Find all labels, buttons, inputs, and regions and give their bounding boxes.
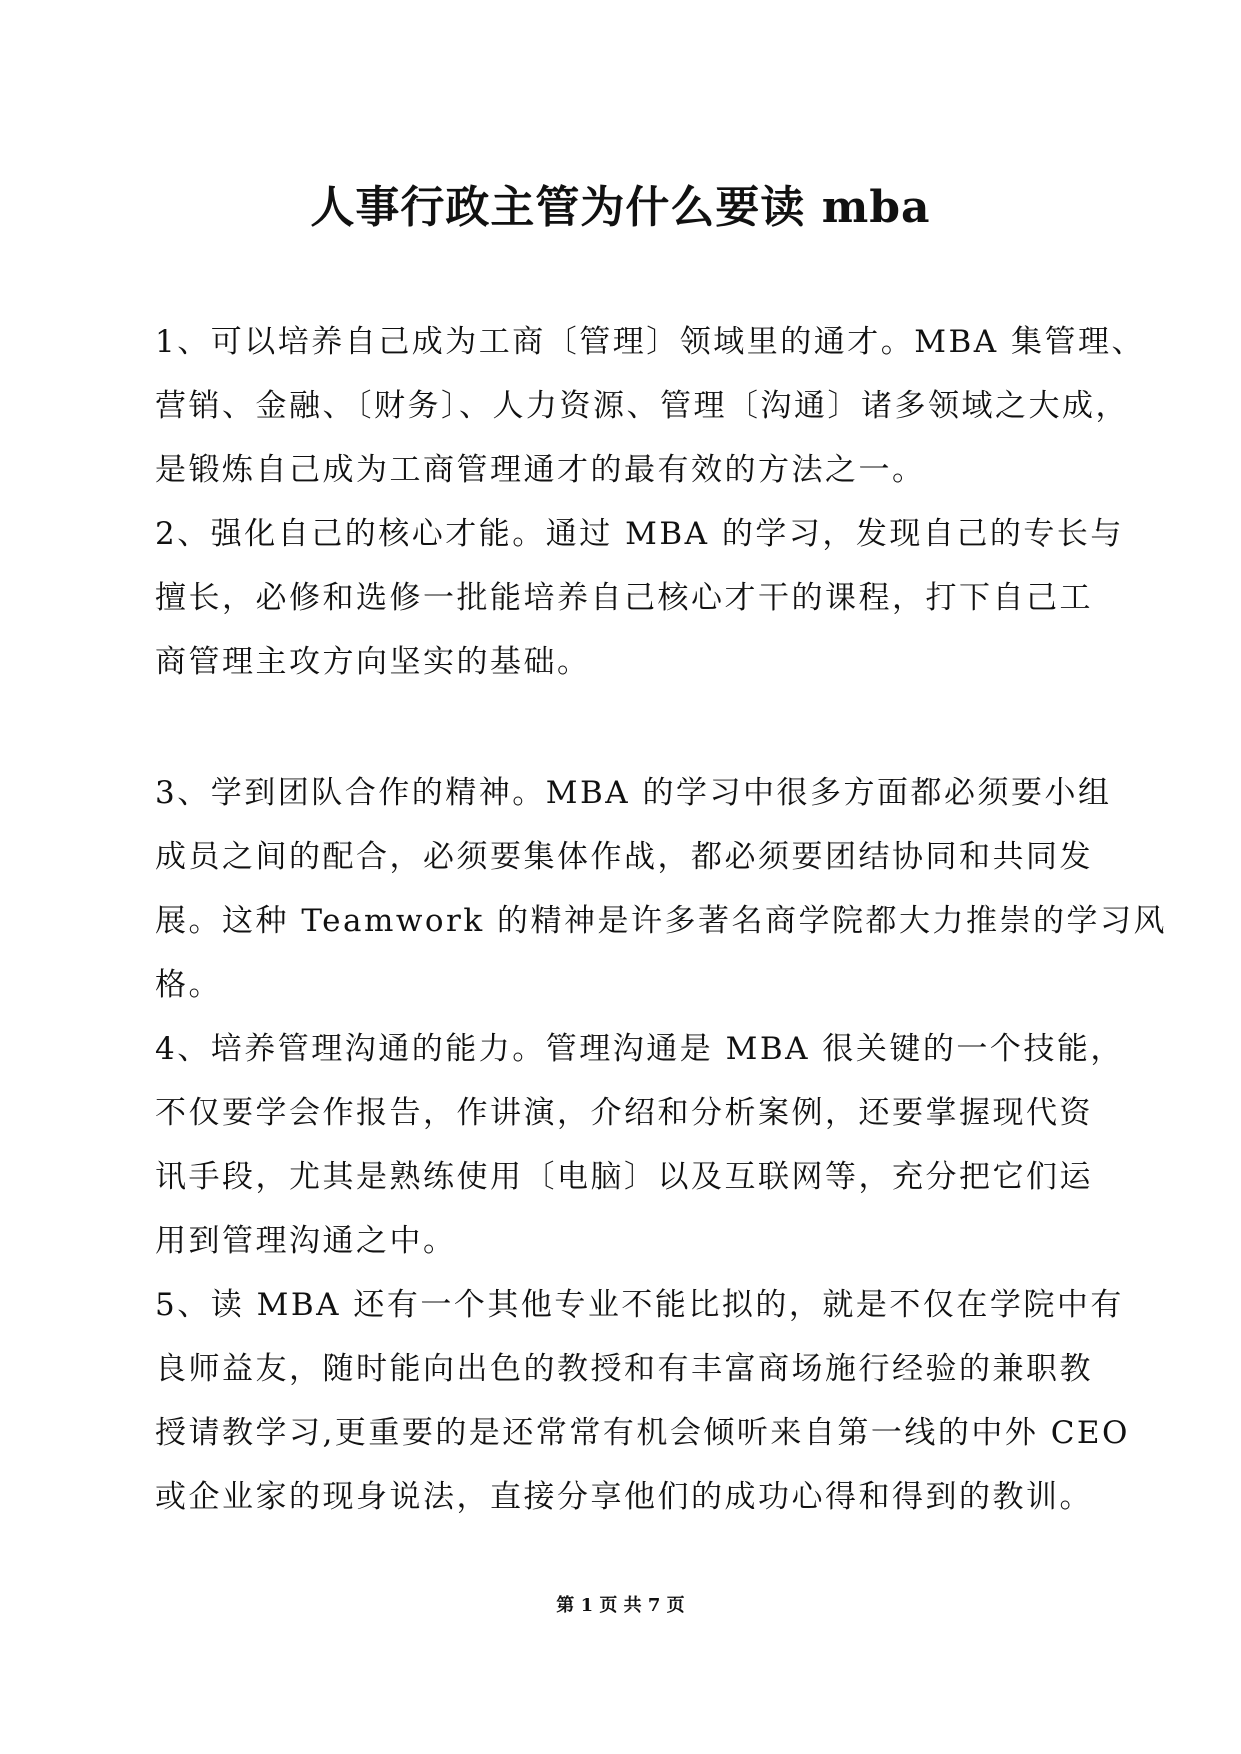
text-line: 用到管理沟通之中。	[155, 1223, 457, 1259]
text-line: 3、学到团队合作的精神。MBA 的学习中很多方面都必须要小组	[155, 775, 1112, 811]
text-line: 不仅要学会作报告，作讲演，介绍和分析案例，还要掌握现代资	[155, 1095, 1093, 1131]
text-line: 良师益友，随时能向出色的教授和有丰富商场施行经验的兼职教	[155, 1351, 1093, 1387]
text-line: 商管理主攻方向坚实的基础。	[155, 644, 591, 680]
text-line: 擅长，必修和选修一批能培养自己核心才干的课程，打下自己工	[155, 580, 1093, 616]
text-line: 营销、金融、〔财务〕、人力资源、管理〔沟通〕诸多领域之大成，	[155, 388, 1129, 424]
text-line: 2、强化自己的核心才能。通过 MBA 的学习，发现自己的专长与	[155, 516, 1124, 552]
document-title: 人事行政主管为什么要读 mba	[310, 182, 931, 233]
page-footer: 第 1 页 共 7 页	[556, 1595, 685, 1616]
text-line: 讯手段，尤其是熟练使用〔电脑〕以及互联网等，充分把它们运	[155, 1159, 1093, 1195]
text-line: 授请教学习,更重要的是还常常有机会倾听来自第一线的中外 CEO	[155, 1415, 1130, 1451]
text-line: 格。	[155, 967, 222, 1003]
text-line: 或企业家的现身说法，直接分享他们的成功心得和得到的教训。	[155, 1479, 1093, 1515]
text-line: 成员之间的配合，必须要集体作战，都必须要团结协同和共同发	[155, 839, 1093, 875]
text-line: 5、读 MBA 还有一个其他专业不能比拟的，就是不仅在学院中有	[155, 1287, 1124, 1323]
text-line: 1、可以培养自己成为工商〔管理〕领域里的通才。MBA 集管理、	[155, 324, 1145, 360]
text-line: 4、培养管理沟通的能力。管理沟通是 MBA 很关键的一个技能，	[155, 1031, 1124, 1067]
text-line: 是锻炼自己成为工商管理通才的最有效的方法之一。	[155, 452, 926, 488]
text-line: 展。这种 Teamwork 的精神是许多著名商学院都大力推崇的学习风	[155, 903, 1168, 939]
